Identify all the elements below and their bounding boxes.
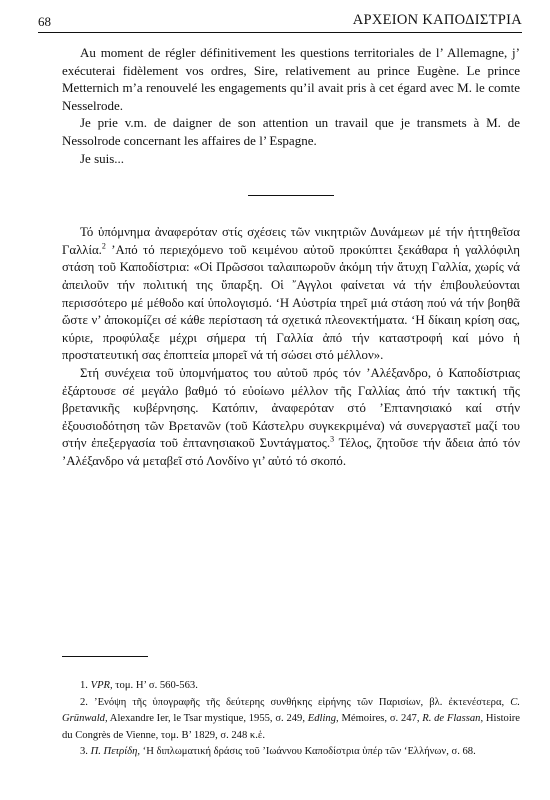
french-letter-excerpt <box>62 44 520 167</box>
footnote-ref-2: 2 <box>101 241 106 251</box>
footnote-2-number: 2. <box>80 696 95 708</box>
footnote-2-author-3: R. de Flassan, <box>422 713 484 724</box>
running-head: ΑΡΧΕΙΟΝ ΚΑΠΟΔΙΣΤΡΙΑ <box>352 12 522 28</box>
greek-paragraph-1-part-b: ’Από τό περιεχόμενο τοῦ κειμένου αὐτοῦ προκύπτει ξεκάθαρα ἡ γαλλόφιλη στάση τοῦ Καποδίστρια: «Οἱ Πρῶσσοι ταλαιπωροῦν ἀκόμη τήν ἄτυχη Γαλλία, χωρίς νά ἀπειλοῦν τήν πολιτική της ὕπαρξη. Οἱ ῎Αγγλοι φαίνεται νά τήν ἐπιβουλεύονται περισσότερο μέ μέθοδο καί ὑπολογισμό. ‘Η Αὐστρία τηρεῖ μιά στάση πού νά τήν βοηθᾶ ὥστε ν’ ἀποκομίζει σέ κάθε περίσταση τά σχετικά πλεονεκτήματα. ‘Η δίκαιη κρίση σας, κύριε, προφύλαξε μέχρι σήμερα τή Γαλλία ἀπό τήν καταστροφή καί μόνο ἡ προστατευτική σας ἐποπτεία μπορεῖ νά τή σώσει στό μέλλον». <box>62 242 520 363</box>
greek-paragraph-2-part-a: Στή συνέχεια τοῦ ὑπομνήματος του αὐτοῦ πρός τόν ’Αλέξανδρο, ὁ Καποδίστριας ἐξάρτουσε σέ μεγάλο βαθμό τό εὐοίωνο μέλλον τῆς Γαλλίας ἀπό τήν τακτική τῆς βρετανικῆς κυβέρνησης. Κατόπιν, ἀναφερόταν στό ’Επτανησιακό καί στήν ἐξουσιοδότηση τῶν Βρετανῶν (τοῦ Κάστελρυ συγκεκριμένα) νά συνεργαστεῖ μαζί του στήν ἐπεξεργασία τοῦ ἐπτανησιακοῦ Συντάγματος. <box>62 365 520 451</box>
page-number: 68 <box>38 14 51 29</box>
section-divider <box>248 195 334 196</box>
footnote-1-text: τομ. Η’ σ. 560-563. <box>112 680 198 691</box>
footnote-2-author-2: Edling, <box>307 713 339 724</box>
french-paragraph-3: Je suis... <box>80 150 125 166</box>
french-paragraph-1: Au moment de régler définitivement les questions territoriales de l’ Allemagne, j’ exécuterai fidèlement vos ordres, Sire, relativement au prince Eugène. Le prince Metternich m’a renouvelé les engagements qu’il avait pris à cet égard avec M. le comte Nesselrode. <box>62 45 520 113</box>
footnote-2-author-1: C. Grünwald, <box>62 696 520 724</box>
footnote-rule <box>62 656 148 657</box>
footnote-1-number: 1. <box>80 680 91 691</box>
footnote-1 <box>62 678 520 695</box>
greek-commentary <box>62 224 520 470</box>
greek-paragraph-2 <box>62 365 520 471</box>
footnote-3-author: Π. Πετρίδη, <box>90 746 141 757</box>
footnote-2-text-1: ’Ενόψη τῆς ὑπογραφῆς τῆς δεύτερης συνθήκης εἰρήνης τῶν Παρισίων, βλ. ἐκτενέστερα, <box>94 696 511 708</box>
greek-paragraph-2-part-b: Τέλος, ζητοῦσε τήν ἄδεια ἀπό τόν ’Αλέξανδρο νά μεταβεῖ στό Λονδίνο γι’ αὐτό τό σκοπό. <box>62 436 520 468</box>
footnote-3-text: ‘Η διπλωματική δράσις τοῦ ’Ιωάννου Καποδίστρια ὑπέρ τῶν ‘Ελλήνων, σ. 68. <box>140 746 476 757</box>
footnote-2-text-3: Mémoires, σ. 247, <box>338 713 423 724</box>
greek-paragraph-1-part-a: Τό ὑπόμνημα ἀναφερόταν στίς σχέσεις τῶν νικητριῶν Δυνάμεων μέ τήν ἡττηθεῖσα Γαλλία. <box>62 225 520 257</box>
footnote-ref-3: 3 <box>330 435 335 445</box>
footnotes <box>62 678 520 761</box>
main-text <box>62 44 520 470</box>
footnote-2-text-2: Alexandre Ier, le Tsar mystique, 1955, σ. 249, <box>107 713 308 724</box>
french-paragraph-2: Je prie v.m. de daigner de son attention un travail que je transmets à M. de Nessolrode concernant les affaires de l’ Espagne. <box>62 115 520 148</box>
footnote-3 <box>62 744 520 761</box>
page-header <box>38 12 522 33</box>
footnote-2-text-4: Histoire du Congrès de Vienne, τομ. Β’ 1829, σ. 248 κ.ἑ. <box>62 713 520 741</box>
greek-paragraph-1 <box>62 224 520 365</box>
footnote-3-number: 3. <box>80 746 91 757</box>
footnote-2 <box>62 695 520 745</box>
footnote-1-source: VPR, <box>90 680 113 691</box>
